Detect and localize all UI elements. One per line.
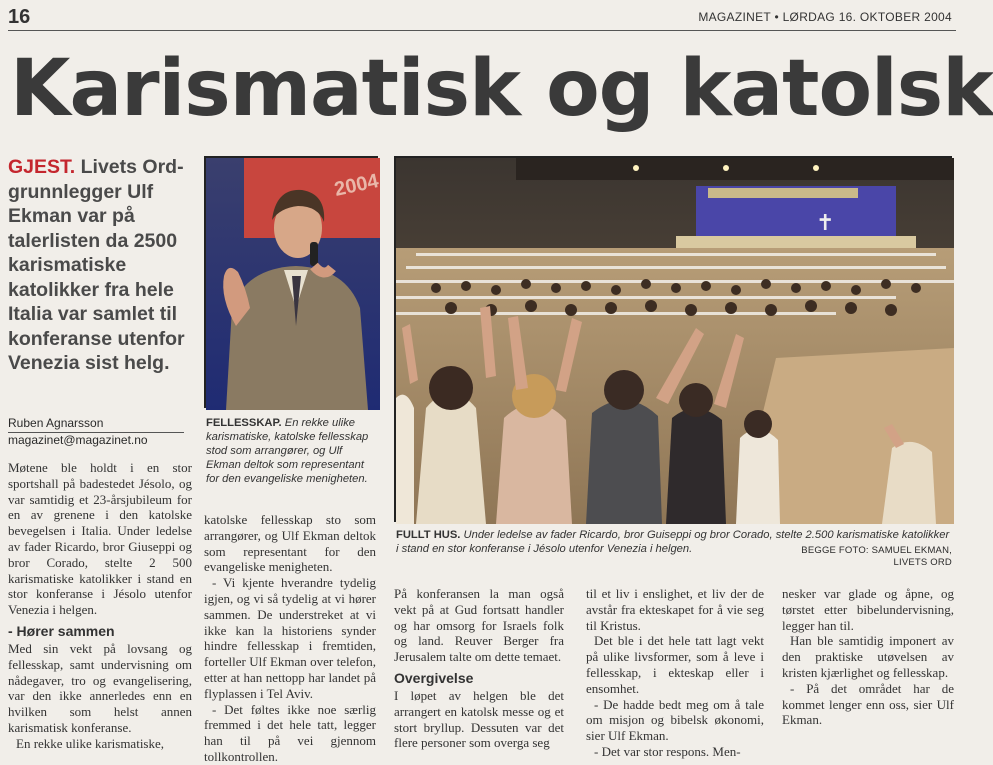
- body-column-5: [782, 586, 954, 756]
- body-paragraph: - De hadde bedt meg om å tale om misjon og bibelsk økonomi, sier Ulf Ekman.: [586, 696, 764, 744]
- byline-email: magazinet@magazinet.no: [8, 433, 148, 447]
- body-paragraph: Møtene ble holdt i en stor sportshall på badestedet Jésolo, og var samtidig et 23-årsjubileum for en av grenene i den katolske bevegelsen i Italia. Under ledelse av fader Ricardo, bror Giuseppi og bror Corado, stelte 2 500 karismatiske katolikker i stand en stor konferanse i Jésolo utenfor Venezia i helgen.: [8, 460, 192, 618]
- caption-label: FELLESSKAP.: [206, 417, 282, 429]
- headline: Karismatisk og katolsk: [10, 44, 993, 134]
- body-paragraph: Det ble i det hele tatt lagt vekt på ulike livsformer, som å leve i fellesskap, i ekteskap eller i ensomhet.: [586, 633, 764, 696]
- lead-kicker: GJEST.: [8, 156, 76, 178]
- body-column-3: [394, 586, 564, 756]
- body-paragraph: - Det var stor respons. Men-: [594, 743, 741, 759]
- body-paragraph: - Det føltes ikke noe særlig fremmed i det hele tatt, legger han til på vei gjennom tollkontrollen.: [204, 701, 376, 764]
- body-paragraph: I løpet av helgen ble det arrangert en katolsk messe og et stort bryllup. Dessuten var det flere personer som overga seg: [394, 687, 564, 751]
- body-paragraph: En rekke ulike karismatiske,: [16, 735, 165, 751]
- subhead-overgivelse: Overgivelse: [394, 669, 474, 686]
- body-paragraph: nesker var glade og åpne, og tørstet etter bibelundervisning, legger han til.: [782, 586, 954, 633]
- body-paragraph: katolske fellesskap sto som arrangører, og Ulf Ekman deltok som representant for den evangeliske menigheten.: [204, 512, 376, 575]
- speaker-illustration: [206, 158, 380, 410]
- body-column-2: [204, 512, 376, 764]
- caption-label: FULLT HUS.: [396, 529, 461, 541]
- speaker-caption: FELLESSKAP. En rekke ulike karismatiske, katolske fellesskap stod som arrangører, og Ulf Ekman deltok som representant for den evangeliske menigheten.: [206, 417, 369, 485]
- body-paragraph: til et liv i enslighet, et liv der de avstår fra ekteskapet for å vie seg til Kristus.: [586, 586, 764, 633]
- body-paragraph: - På det området har de kommet lenger enn oss, sier Ulf Ekman.: [782, 680, 954, 728]
- body-paragraph: På konferansen la man også vekt på at Gud fortsatt handler og har omsorg for Israels folk og land. Reuver Berger fra Jerusalem talte om dette temaet.: [394, 586, 564, 665]
- body-column-4: [586, 586, 764, 759]
- body-paragraph: - Vi kjente hverandre tydelig igjen, og vi så tydelig at vi hører sammen. De understreket at vi ikke kan la historiens synder hindre fellesskap i fremtiden, forteller Ulf Ekman over telefon, etter at han nettopp har landet på flyplassen i Tel Aviv.: [204, 575, 376, 701]
- lead-paragraph: [8, 155, 192, 376]
- body-paragraph: Han ble samtidig imponert av den praktiske utøvelsen av kristen kjærlighet og fellesskap.: [782, 633, 954, 680]
- body-paragraph: Med sin vekt på lovsang og fellesskap, samt undervisning om nådegaver, tro og evangelisering, var den ikke annerledes enn en hvilken som helst annen karismatisk konferanse.: [8, 640, 192, 735]
- crowd-caption: FULLT HUS. Under ledelse av fader Ricardo, bror Guiseppi og bror Corado, stelte 2.500 karismatiske katolikker i stand en stor konferanse i Jésolo utenfor Venezia i helgen.: [396, 529, 950, 555]
- page-number: 16: [8, 6, 31, 28]
- crowd-photo: [394, 156, 952, 522]
- byline: [8, 416, 184, 448]
- byline-name: Ruben Agnarsson: [8, 416, 184, 433]
- photo-credit: BEGGE FOTO: SAMUEL EKMAN, LIVETS ORD: [801, 545, 952, 568]
- body-column-1: [8, 460, 192, 756]
- crowd-illustration: [396, 158, 954, 524]
- banner-year-text: 2004: [332, 170, 381, 201]
- svg-text:✝: ✝: [816, 210, 835, 235]
- speaker-photo: [204, 156, 381, 408]
- dateline: MAGAZINET • LØRDAG 16. OKTOBER 2004: [698, 10, 952, 24]
- subhead-horer-sammen: - Hører sammen: [8, 622, 115, 639]
- lead-text: Livets Ord-grunnlegger Ulf Ekman var på talerlisten da 2500 karismatiske katolikker fra hele Italia var samlet til konferanse utenfor Venezia sist helg.: [8, 156, 185, 374]
- page-header: [8, 6, 956, 31]
